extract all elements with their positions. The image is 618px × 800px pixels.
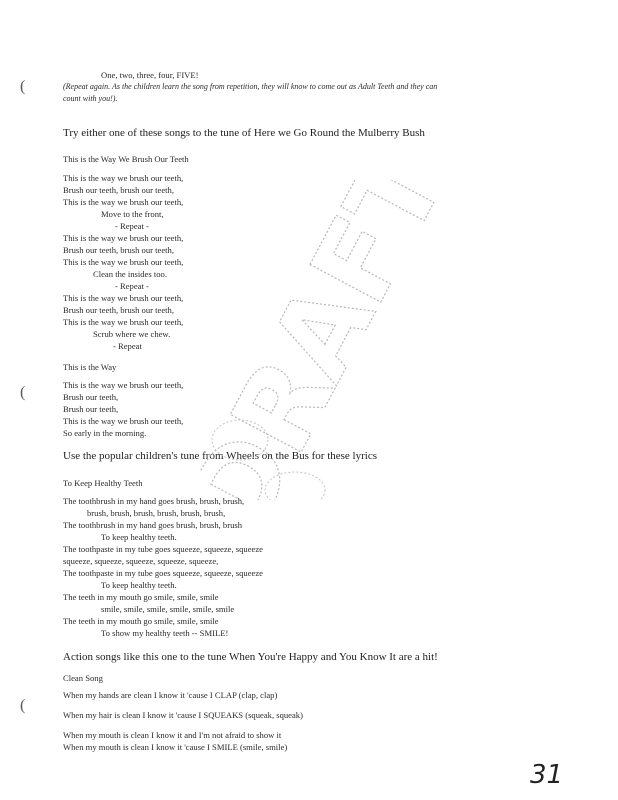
lyric-line: Brush our teeth, [63, 404, 119, 414]
section-heading-wheels-on-bus: Use the popular children's tune from Wheels on the Bus for these lyrics [63, 450, 377, 462]
page-number: 31 [530, 760, 564, 790]
repeat-note-line-2: count with you!). [63, 94, 118, 103]
clean-song-line-3: When my mouth is clean I know it and I'm not afraid to show it [63, 730, 282, 740]
section-heading-mulberry: Try either one of these songs to the tune of Here we Go Round the Mulberry Bush [63, 127, 425, 139]
song-title-healthy-teeth: To Keep Healthy Teeth [63, 478, 143, 488]
clean-song-line-1: When my hands are clean I know it 'cause I CLAP (clap, clap) [63, 690, 278, 700]
lyric-line: Brush our teeth, brush our teeth, [63, 245, 174, 255]
lyric-line: Clean the insides too. [93, 269, 167, 279]
margin-bracket: ( [20, 384, 26, 401]
lyric-line: Scrub where we chew. [93, 329, 171, 339]
lyric-line: squeeze, squeeze, squeeze, squeeze, squeeze, [63, 556, 219, 566]
margin-bracket: ( [20, 697, 26, 714]
repeat-note-line-1: (Repeat again. As the children learn the song from repetition, they will know to come out as Adult Teeth and they can [63, 82, 438, 91]
lyric-line: The toothpaste in my tube goes squeeze, squeeze, squeeze [63, 568, 263, 578]
lyric-line: This is the way we brush our teeth, [63, 416, 184, 426]
song-this-is-the-way-lyrics [63, 379, 183, 439]
lyric-line: Brush our teeth, brush our teeth, [63, 305, 174, 315]
lyric-line: - Repeat [113, 341, 142, 351]
clean-song-line-4: When my mouth is clean I know it 'cause I SMILE (smile, smile) [63, 742, 288, 752]
song-title-clean-song: Clean Song [63, 673, 103, 683]
lyric-line: This is the way we brush our teeth, [63, 257, 184, 267]
draft-stamp [200, 180, 500, 500]
draft-stamp-text: DRAFT [200, 180, 470, 500]
draft-stamp-graphic [200, 180, 500, 500]
lyric-line: This is the way we brush our teeth, [63, 233, 184, 243]
lyric-line: The toothpaste in my tube goes squeeze, squeeze, squeeze [63, 544, 263, 554]
lyric-line: This is the way we brush our teeth, [63, 317, 184, 327]
song-title-this-is-the-way: This is the Way [63, 362, 117, 372]
song-healthy-teeth-lyrics [63, 495, 263, 639]
lyric-line: smile, smile, smile, smile, smile, smile [101, 604, 235, 614]
song-brush-teeth-lyrics [63, 172, 183, 352]
lyric-line: - Repeat - [115, 281, 149, 291]
lyric-line: The toothbrush in my hand goes brush, brush, brush [63, 520, 243, 530]
lyric-line: To keep healthy teeth. [101, 532, 177, 542]
count-line: One, two, three, four, FIVE! [101, 70, 199, 80]
lyric-line: This is the way we brush our teeth, [63, 380, 184, 390]
lyric-line: Move to the front, [101, 209, 164, 219]
lyric-line: The teeth in my mouth go smile, smile, smile [63, 616, 219, 626]
lyric-line: This is the way we brush our teeth, [63, 293, 184, 303]
lyric-line: brush, brush, brush, brush, brush, brush, [87, 508, 226, 518]
section-heading-happy-know-it: Action songs like this one to the tune When You're Happy and You Know It are a hit! [63, 651, 438, 663]
lyric-line: The teeth in my mouth go smile, smile, smile [63, 592, 219, 602]
margin-bracket: ( [20, 78, 26, 95]
lyric-line: So early in the morning. [63, 428, 147, 438]
lyric-line: To show my healthy teeth -- SMILE! [101, 628, 229, 638]
song-title-brush-teeth: This is the Way We Brush Our Teeth [63, 154, 189, 164]
lyric-line: - Repeat - [115, 221, 149, 231]
lyric-line: The toothbrush in my hand goes brush, brush, brush, [63, 496, 245, 506]
lyric-line: This is the way we brush our teeth, [63, 197, 184, 207]
lyric-line: This is the way we brush our teeth, [63, 173, 184, 183]
lyric-line: Brush our teeth, [63, 392, 119, 402]
clean-song-line-2: When my hair is clean I know it 'cause I SQUEAKS (squeak, squeak) [63, 710, 303, 720]
lyric-line: Brush our teeth, brush our teeth, [63, 185, 174, 195]
lyric-line: To keep healthy teeth. [101, 580, 177, 590]
